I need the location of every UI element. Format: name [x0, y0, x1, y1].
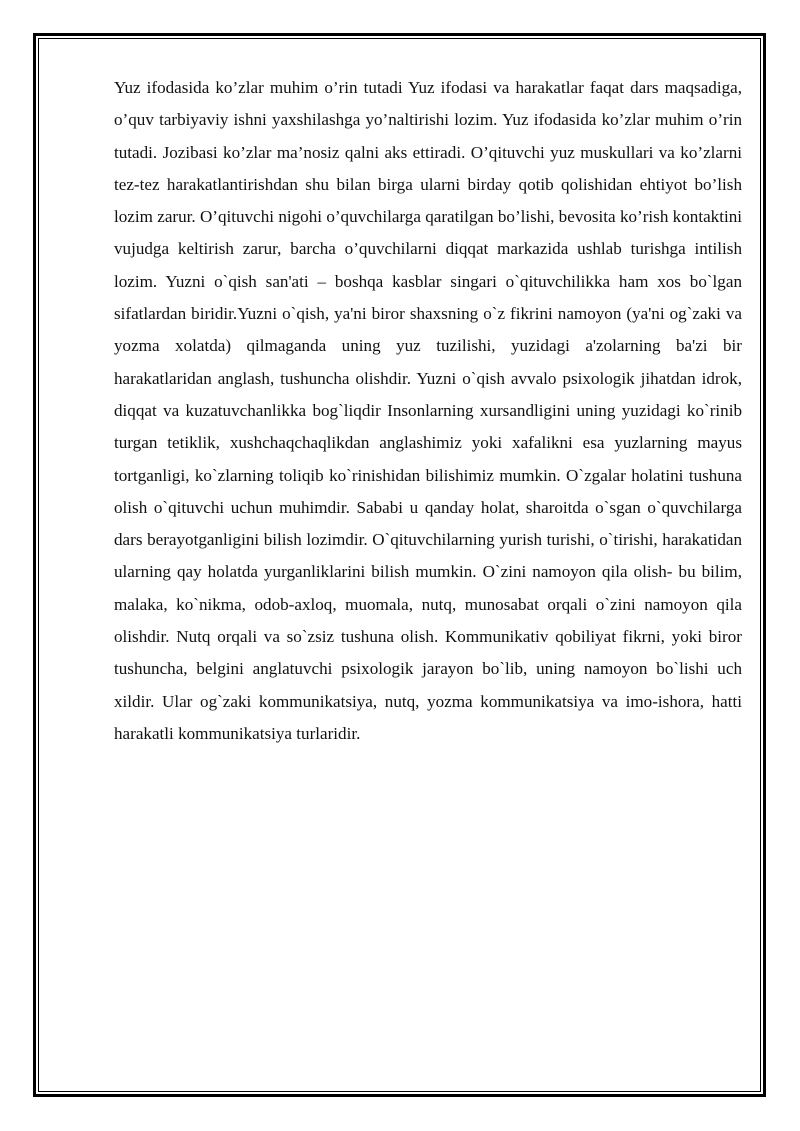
- body-paragraph: Yuz ifodasida ko’zlar muhim o’rin tutadi Yuz ifodasi va harakatlar faqat dars maqsadiga, o’quv tarbiyaviy ishni yaxshilashga yo’naltirishi lozim. Yuz ifodasida ko’zlar muhim o’rin tutadi. Jozibasi ko’zlar ma’nosiz qalni aks ettiradi. O’qituvchi yuz muskullari va ko’zlarni tez-tez harakatlantirishdan shu bilan birga ularni birday qotib qolishidan ehtiyot bo’lish lozim zarur. O’qituvchi nigohi o’quvchilarga qaratilgan bo’lishi, bevosita ko’rish kontaktini vujudga keltirish zarur, barcha o’quvchilarni diqqat markazida ushlab turishga intilish lozim. Yuzni o`qish san'ati – boshqa kasblar singari o`qituvchilikka ham xos bo`lgan sifatlardan biridir.Yuzni o`qish, ya'ni biror shaxsning o`z fikrini namoyon (ya'ni og`zaki va yozma xolatda) qilmaganda uning yuz tuzilishi, yuzidagi a'zolarning ba'zi bir harakatlaridan anglash, tushuncha olishdir. Yuzni o`qish avvalo psixologik jihatdan idrok, diqqat va kuzatuvchanlikka bog`liqdir Insonlarning xursandligini uning yuzidagi ko`rinib turgan tetiklik, xushchaqchaqlikdan anglashimiz yoki xafalikni esa yuzlarning mayus tortganligi, ko`zlarning toliqib ko`rinishidan bilishimiz mumkin. O`zgalar holatini tushuna olish o`qituvchi uchun muhimdir. Sababi u qanday holat, sharoitda o`sgan o`quvchilarga dars berayotganligini bilish lozimdir. O`qituvchilarning yurish turishi, o`tirishi, harakatidan ularning qay holatda yurganliklarini bilish mumkin. O`zini namoyon qila olish- bu bilim, malaka, ko`nikma, odob-axloq, muomala, nutq, munosabat orqali o`zini namoyon qila olishdir. Nutq orqali va so`zsiz tushuna olish. Kommunikativ qobiliyat fikrni, yoki biror tushuncha, belgini anglatuvchi psixologik jarayon bo`lib, uning namoyon bo`lishi uch xildir. Ular og`zaki kommunikatsiya, nutq, yozma kommunikatsiya va imo-ishora, hatti harakatli kommunikatsiya turlaridir.: [114, 78, 742, 743]
